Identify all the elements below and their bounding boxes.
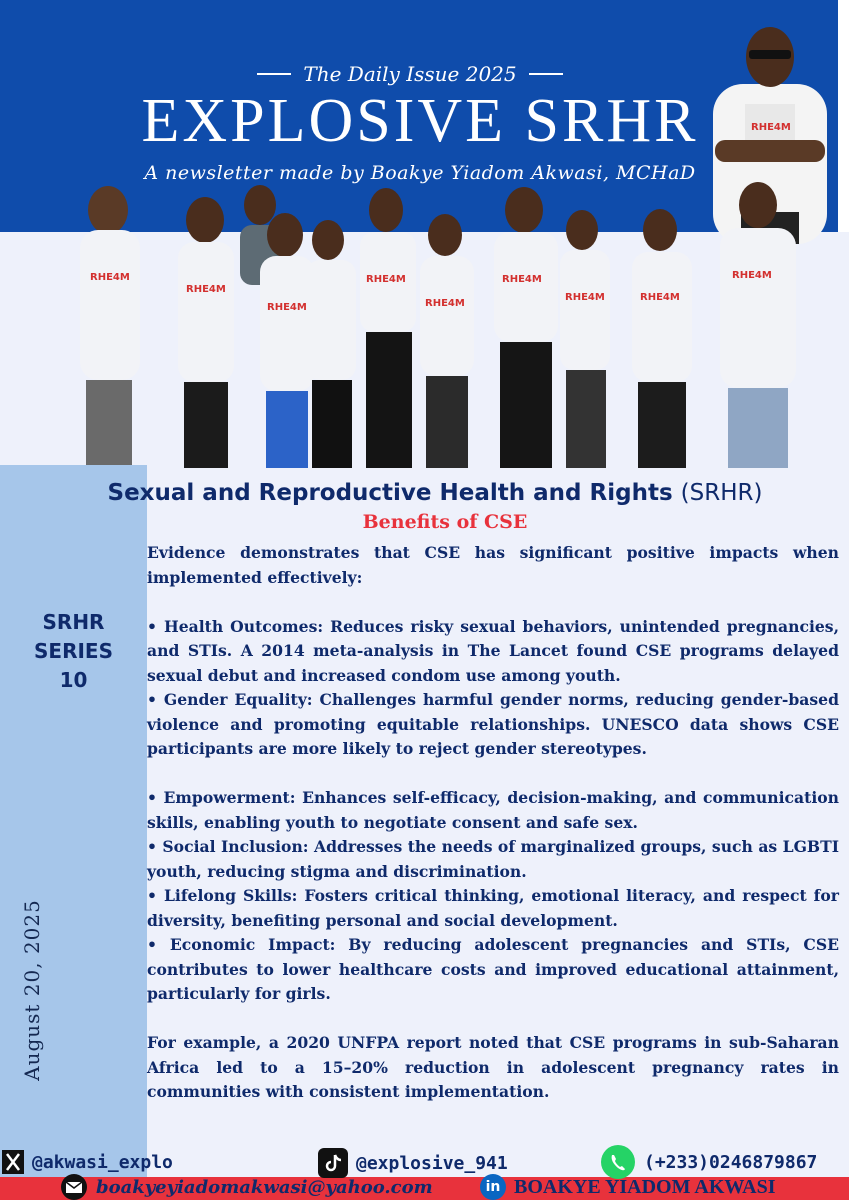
svg-text:RHE4M: RHE4M xyxy=(425,298,465,309)
newsletter-title: EXPLOSIVE SRHR xyxy=(141,87,699,155)
issue-label: The Daily Issue 2025 xyxy=(303,62,517,86)
series-number: 10 xyxy=(59,668,88,692)
svg-text:RHE4M: RHE4M xyxy=(565,292,605,303)
svg-text:RHE4M: RHE4M xyxy=(366,274,406,285)
svg-text:RHE4M: RHE4M xyxy=(90,272,130,283)
series-line-2: SERIES xyxy=(34,639,113,663)
point-empowerment: • Empowerment: Enhances self-efficacy, decision-making, and communication skills, enabling youth to negotiate consent and safe sex. xyxy=(147,788,839,832)
email-contact[interactable] xyxy=(60,1174,433,1200)
email-address[interactable]: boakyeyiadomakwasi@yahoo.com xyxy=(96,1176,433,1198)
tiktok-handle[interactable]: @explosive_941 xyxy=(356,1152,508,1174)
svg-text:RHE4M: RHE4M xyxy=(640,292,680,303)
newsletter-subtitle: A newsletter made by Boakye Yiadom Akwasi, MCHaD xyxy=(144,162,696,184)
phone-number[interactable]: (+233)0246879867 xyxy=(644,1151,818,1173)
intro-paragraph: Evidence demonstrates that CSE has significant positive impacts when implemented effectively: xyxy=(147,543,839,587)
issue-date: August 20, 2025 xyxy=(20,899,44,1081)
svg-text:RHE4M: RHE4M xyxy=(751,122,791,133)
point-health: • Health Outcomes: Reduces risky sexual behaviors, unintended pregnancies, and STIs. A 2014 meta-analysis in The Lancet found CSE programs delayed sexual debut and increased condom use among youth. xyxy=(147,616,839,685)
linkedin-name[interactable]: BOAKYE YIADOM AKWASI xyxy=(514,1175,776,1198)
svg-text:RHE4M: RHE4M xyxy=(732,270,772,281)
point-inclusion: • Social Inclusion: Addresses the needs of marginalized groups, such as LGBTI youth, reducing stigma and discrimination. xyxy=(147,837,839,881)
linkedin-contact[interactable] xyxy=(480,1174,776,1200)
svg-text:RHE4M: RHE4M xyxy=(267,302,307,313)
point-skills: • Lifelong Skills: Fosters critical thinking, emotional literacy, and respect for diversity, benefiting personal and social development. xyxy=(147,886,839,930)
series-line-1: SRHR xyxy=(42,610,105,634)
side-panel xyxy=(0,465,147,1200)
x-icon xyxy=(2,1150,24,1174)
header-edge xyxy=(838,0,849,232)
svg-text:RHE4M: RHE4M xyxy=(186,284,226,295)
series-label xyxy=(0,608,147,695)
closing-paragraph: For example, a 2020 UNFPA report noted that CSE programs in sub-Saharan Africa led to a 15–20% reduction in adolescent pregnancy rates in communities with consistent implementation. xyxy=(147,1033,839,1101)
x-handle[interactable]: @akwasi_explo xyxy=(32,1151,173,1173)
linkedin-icon: in xyxy=(480,1174,506,1200)
svg-text:RHE4M: RHE4M xyxy=(502,274,542,285)
section-title-paren: (SRHR) xyxy=(680,480,763,506)
section-subtitle: Benefits of CSE xyxy=(362,511,528,533)
x-contact[interactable] xyxy=(2,1150,173,1174)
point-gender: • Gender Equality: Challenges harmful gender norms, reducing gender-based violence and promoting equitable relationships. UNESCO data shows CSE participants are more likely to reject gender stereotypes. xyxy=(147,690,839,758)
section-title-main: Sexual and Reproductive Health and Rights xyxy=(107,480,681,506)
group-photo xyxy=(20,180,820,470)
article-body xyxy=(147,541,839,1105)
email-icon xyxy=(60,1174,88,1200)
section-title xyxy=(40,480,830,506)
issue-line xyxy=(245,62,575,86)
point-economic: • Economic Impact: By reducing adolescent pregnancies and STIs, CSE contributes to lower healthcare costs and improved educational attainment, particularly for girls. xyxy=(147,935,839,1003)
